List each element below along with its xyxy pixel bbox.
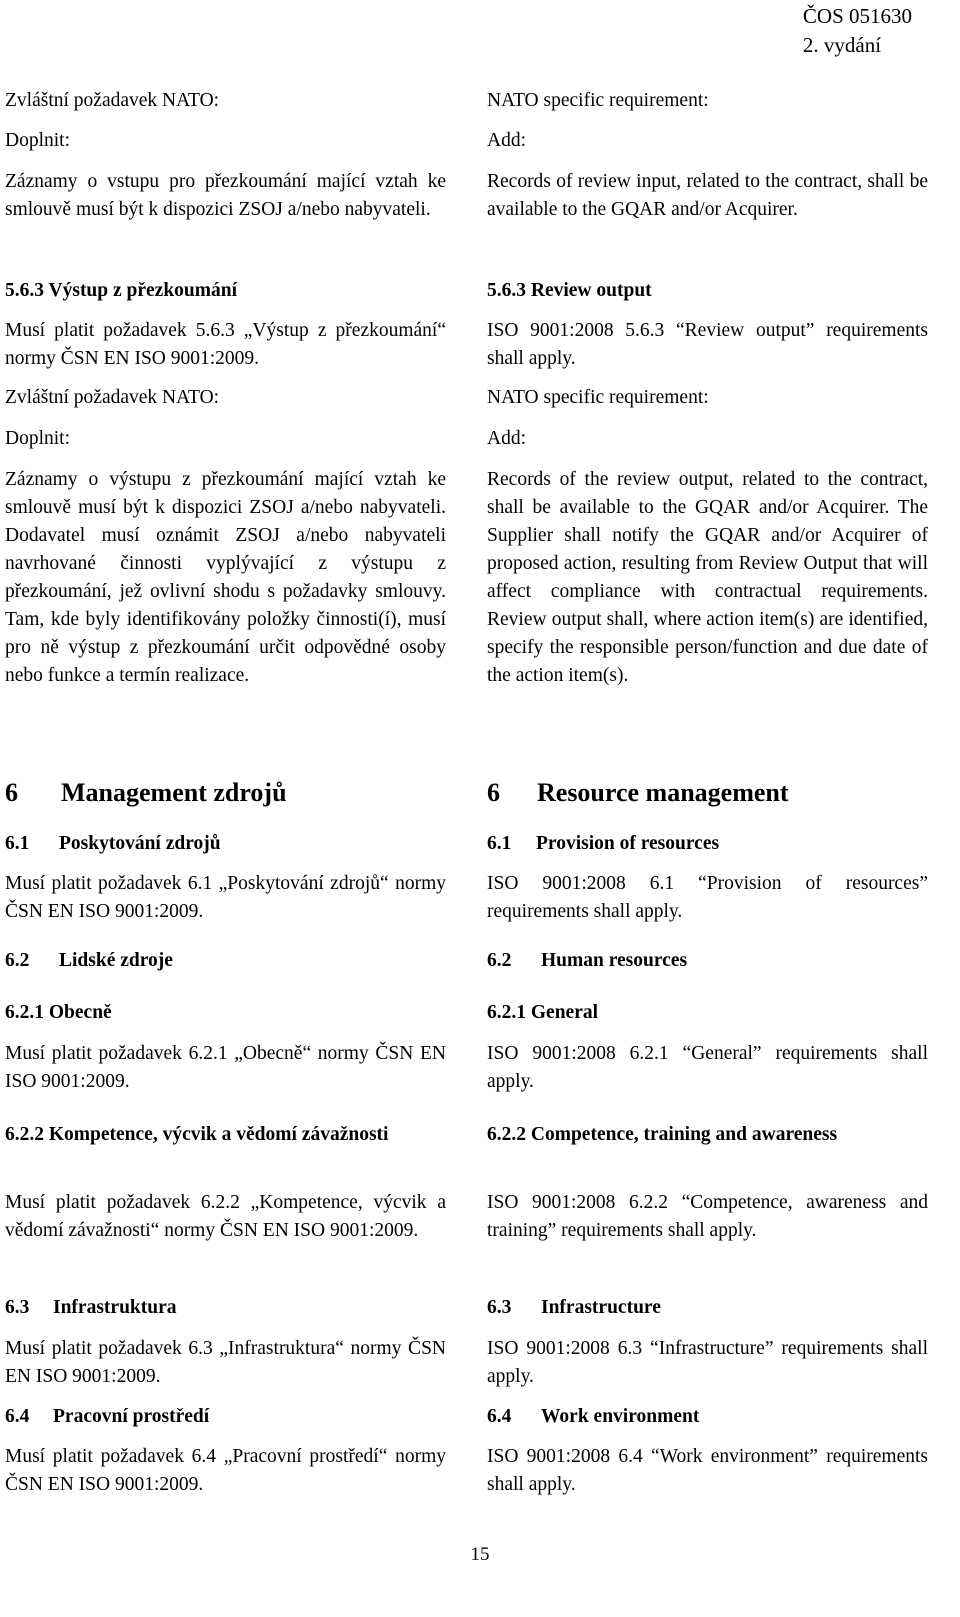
add-label: Add:	[487, 130, 526, 151]
page-number: 15	[470, 1544, 490, 1565]
paragraph: Records of the review output, related to the contract, shall be available to the GQAR and/or Acquirer. The Supplier shall notify the GQAR and/or Acquirer of proposed action, resulting from Review Output that will affect compliance with contractual requirements. Review output shall, where action item(s) are identified, specify the responsible person/function and due date of the action item(s).	[487, 469, 928, 686]
heading-6-4: 6.4 Pracovní prostředí	[5, 1406, 210, 1427]
heading-6-3: 6.3 Infrastruktura	[5, 1297, 177, 1318]
paragraph: ISO 9001:2008 6.3 “Infrastructure” requirements shall apply.	[487, 1338, 928, 1387]
heading-6-2-2: 6.2.2 Kompetence, výcvik a vědomí závažnosti	[5, 1124, 389, 1145]
heading-6-1: 6.1 Provision of resources	[487, 833, 720, 854]
heading-6-2-2: 6.2.2 Competence, training and awareness	[487, 1124, 838, 1145]
document-header	[803, 2, 912, 60]
nato-requirement-label: Zvláštní požadavek NATO:	[5, 90, 220, 111]
paragraph: ISO 9001:2008 5.6.3 “Review output” requirements shall apply.	[487, 320, 928, 369]
paragraph: ISO 9001:2008 6.4 “Work environment” requirements shall apply.	[487, 1446, 928, 1495]
heading-6-3: 6.3 Infrastructure	[487, 1297, 661, 1318]
paragraph: Records of review input, related to the contract, shall be available to the GQAR and/or Acquirer.	[487, 171, 928, 220]
paragraph: Musí platit požadavek 6.3 „Infrastruktura“ normy ČSN EN ISO 9001:2009.	[5, 1338, 446, 1387]
document-number: ČOS 051630	[802, 4, 912, 28]
paragraph: ISO 9001:2008 6.2.1 “General” requirements shall apply.	[487, 1043, 928, 1092]
heading-5-6-3: 5.6.3 Review output	[487, 280, 652, 301]
paragraph: Záznamy o vstupu pro přezkoumání mající vztah ke smlouvě musí být k dispozici ZSOJ a/nebo nabyvateli.	[5, 171, 446, 220]
heading-6-2: 6.2 Lidské zdroje	[5, 950, 173, 971]
paragraph: Musí platit požadavek 6.2.1 „Obecně“ normy ČSN EN ISO 9001:2009.	[5, 1043, 446, 1092]
paragraph: Musí platit požadavek 6.1 „Poskytování zdrojů“ normy ČSN EN ISO 9001:2009.	[5, 873, 446, 922]
heading-6-2: 6.2 Human resources	[487, 950, 688, 971]
add-label: Doplnit:	[5, 428, 71, 449]
paragraph: Záznamy o výstupu z přezkoumání mající vztah ke smlouvě musí být k dispozici ZSOJ a/nebo nabyvateli. Dodavatel musí oznámit ZSOJ a/nebo nabyvateli navrhované činnosti vyplývající z výstupu z přezkoumání, jež ovlivní shodu s požadavky smlouvy. Tam, kde byly identifikovány položky činnosti(í), musí pro ně výstup z přezkoumání určit odpovědné osoby nebo funkce a termín realizace.	[5, 469, 446, 686]
heading-6: 6 Resource management	[487, 778, 789, 807]
edition: 2. vydání	[802, 33, 882, 57]
add-label: Add:	[487, 428, 526, 449]
nato-requirement-label: NATO specific requirement:	[487, 90, 709, 111]
heading-6: 6 Management zdrojů	[5, 778, 287, 807]
nato-requirement-label: Zvláštní požadavek NATO:	[5, 387, 220, 408]
heading-6-2-1: 6.2.1 General	[487, 1002, 599, 1023]
heading-6-4: 6.4 Work environment	[487, 1406, 700, 1427]
paragraph: Musí platit požadavek 6.2.2 „Kompetence, výcvik a vědomí závažnosti“ normy ČSN EN ISO 9001:2009.	[5, 1192, 446, 1241]
add-label: Doplnit:	[5, 130, 71, 151]
heading-6-2-1: 6.2.1 Obecně	[5, 1002, 112, 1023]
heading-6-1: 6.1 Poskytování zdrojů	[5, 833, 221, 854]
paragraph: ISO 9001:2008 6.1 “Provision of resources” requirements shall apply.	[487, 873, 928, 922]
heading-5-6-3: 5.6.3 Výstup z přezkoumání	[5, 280, 238, 301]
nato-requirement-label: NATO specific requirement:	[487, 387, 709, 408]
paragraph: Musí platit požadavek 5.6.3 „Výstup z přezkoumání“ normy ČSN EN ISO 9001:2009.	[5, 320, 446, 369]
paragraph: Musí platit požadavek 6.4 „Pracovní prostředí“ normy ČSN EN ISO 9001:2009.	[5, 1446, 446, 1495]
paragraph: ISO 9001:2008 6.2.2 “Competence, awareness and training” requirements shall apply.	[487, 1192, 928, 1241]
